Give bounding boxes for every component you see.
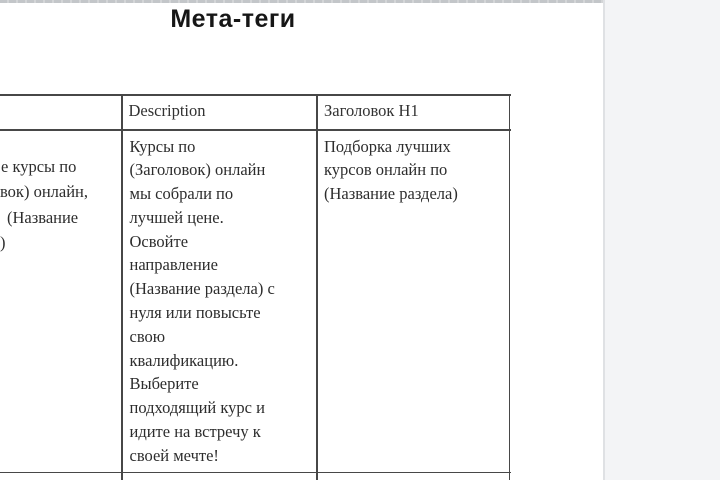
table-border-right (509, 94, 511, 480)
canvas-gutter (603, 0, 720, 480)
title-fragment-line: ) (0, 233, 6, 253)
table-border-header-bottom (0, 129, 511, 131)
text-line: квалификацию. (129, 350, 239, 370)
cell-description[interactable] (130, 135, 314, 468)
page-top-divider (0, 0, 603, 3)
title-fragment-line: вок) онлайн, (0, 182, 88, 202)
table-border-col1-col2 (121, 94, 123, 480)
table-border-col2-col3 (316, 94, 318, 480)
text-line: Выберите (129, 374, 199, 394)
text-line: курсов онлайн по (324, 160, 448, 180)
text-line: (Название раздела) (324, 184, 458, 204)
text-line: Освойте (129, 231, 189, 251)
column-header-description[interactable]: Description (128, 100, 206, 120)
text-line: мы собрали по (129, 184, 234, 204)
text-line: Подборка лучших (324, 136, 451, 156)
text-line: лучшей цене. (129, 207, 224, 227)
text-line: (Заголовок) онлайн (129, 160, 266, 180)
text-line: своей мечте! (129, 445, 219, 465)
text-line: подходящий курс и (129, 398, 265, 418)
document-title[interactable]: Мета-теги (170, 5, 296, 33)
text-line: нуля или повысьте (129, 303, 261, 323)
title-fragment-line: (Название (7, 208, 79, 228)
table-border-top (0, 94, 511, 96)
text-line: свою (129, 326, 166, 346)
text-line: идите на встречу к (129, 422, 261, 442)
text-line: направление (129, 255, 218, 275)
text-line: (Название раздела) с (129, 279, 275, 299)
column-header-h1[interactable]: Заголовок H1 (324, 100, 419, 120)
title-fragment-line: е курсы по (1, 157, 77, 176)
text-line: Курсы по (129, 136, 196, 156)
table-border-row1-bottom (0, 472, 511, 474)
cell-h1[interactable] (324, 135, 506, 206)
